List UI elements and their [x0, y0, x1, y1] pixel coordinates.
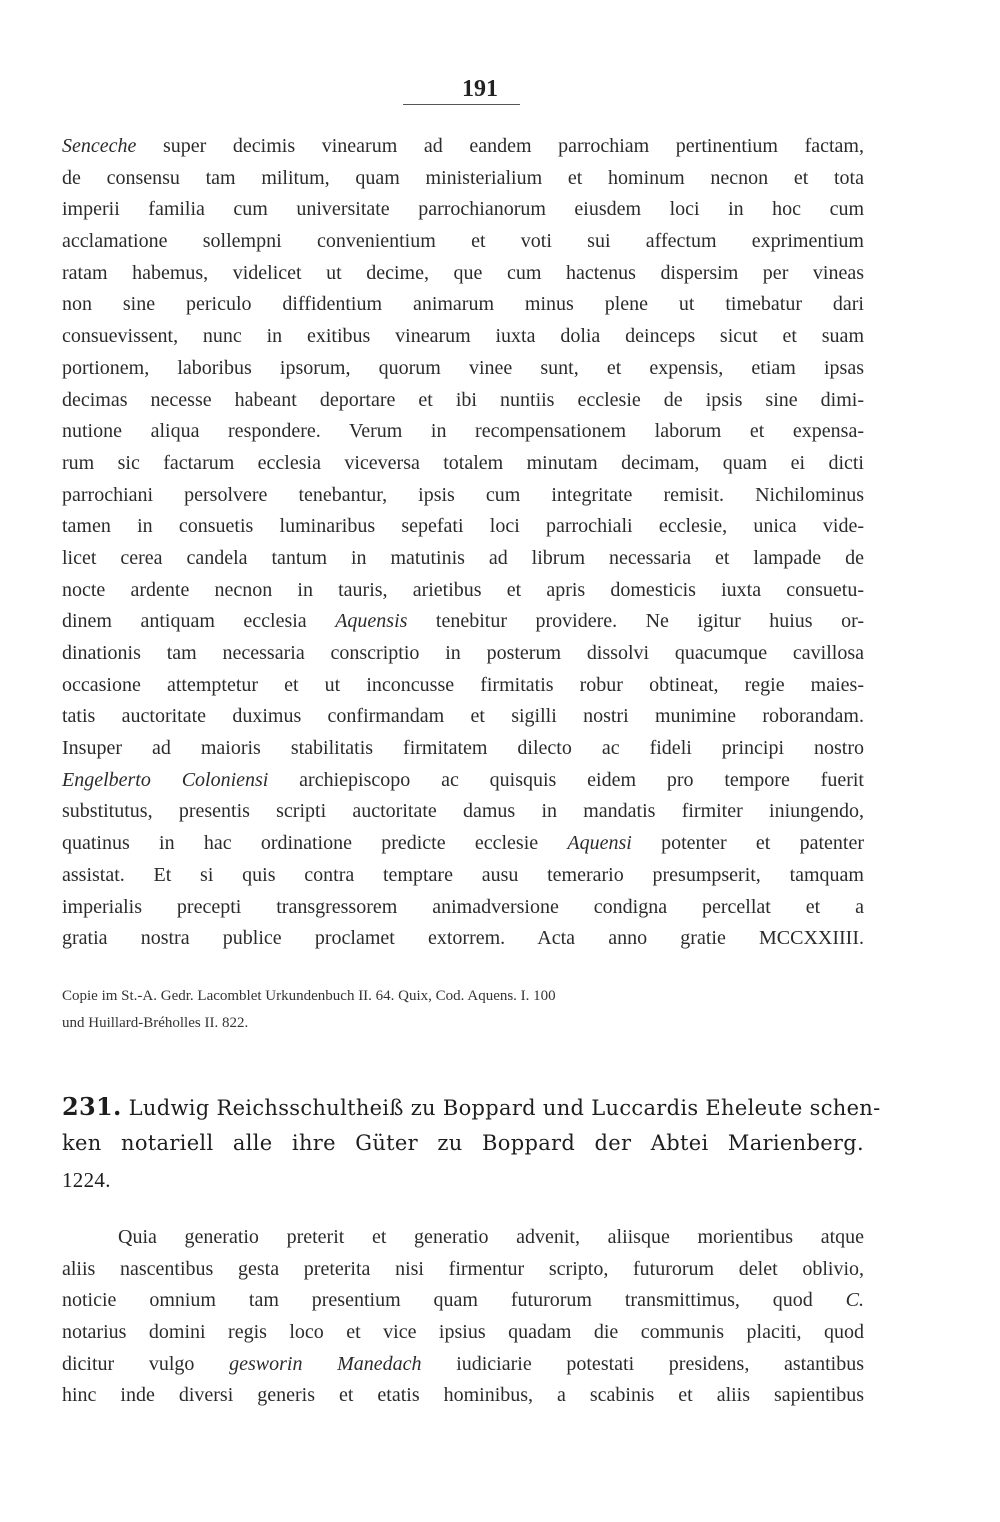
page-number: 191	[462, 76, 498, 102]
heading-year: 1224.	[62, 1168, 111, 1192]
text-line: Senceche super decimis vinearum ad eandem parrochiam pertinentium factam,	[62, 135, 864, 157]
document-heading	[62, 1088, 881, 1199]
heading-line: 231. Ludwig Reichsschultheiß zu Boppard und Luccardis Eheleute schen-	[62, 1092, 881, 1121]
source-line: und Huillard-Bréholles II. 822.	[62, 1015, 249, 1031]
page-number-rule	[403, 104, 520, 105]
text-line: Engelberto Coloniensi archiepiscopo ac quisquis eidem pro tempore fuerit	[62, 768, 864, 791]
text-line: tamen in consuetis luminaribus sepefati loci parrochiali ecclesie, unica vide-	[62, 515, 864, 538]
text-line: nutione aliqua respondere. Verum in recompensationem laborum et expensa-	[62, 420, 864, 443]
text-line: portionem, laboribus ipsorum, quorum vinee sunt, et expensis, etiam ipsas	[62, 356, 864, 379]
text-line: hinc inde diversi generis et etatis hominibus, a scabinis et aliis sapientibus	[62, 1384, 864, 1407]
document-number: 231.	[62, 1092, 122, 1121]
text-line: occasione attemptetur et ut inconcusse firmitatis robur obtineat, regie maies-	[62, 673, 864, 696]
text-line: dinem antiquam ecclesia Aquensis tenebitur providere. Ne igitur huius or-	[62, 610, 865, 633]
charter-text-continued	[62, 131, 864, 955]
text-line: parrochiani persolvere tenebantur, ipsis cum integritate remisit. Nichilominus	[62, 483, 864, 506]
source-note	[62, 983, 864, 1037]
text-line: ratam habemus, videlicet ut decime, que cum hactenus dispersim per vineas	[62, 261, 864, 284]
charter-text-new	[62, 1222, 864, 1412]
text-line: rum sic factarum ecclesia viceversa totalem minutam decimam, quam ei dicti	[62, 451, 864, 474]
text-line: dinationis tam necessaria conscriptio in posterum dissolvi quacumque cavillosa	[62, 642, 864, 664]
text-line: gratia nostra publice proclamet extorrem. Acta anno gratie MCCXXIIII.	[62, 927, 864, 950]
text-line: quatinus in hac ordinatione predicte ecclesie Aquensi potenter et patenter	[62, 832, 864, 855]
text-line: dicitur vulgo gesworin Manedach iudiciarie potestati presidens, astantibus	[62, 1352, 865, 1375]
heading-line: ken notariell alle ihre Güter zu Boppard der Abtei Marienberg.	[62, 1131, 864, 1155]
text-line: acclamatione sollempni convenientium et voti sui affectum exprimentium	[62, 230, 864, 253]
text-line: noticie omnium tam presentium quam futurorum transmittimus, quod C.	[62, 1289, 864, 1312]
text-line: aliis nascentibus gesta preterita nisi firmentur scripto, futurorum delet oblivio,	[62, 1257, 864, 1280]
text-line: consuevissent, nunc in exitibus vinearum iuxta dolia deinceps sicut et suam	[62, 325, 864, 348]
text-line: substitutus, presentis scripti auctoritate damus in mandatis firmiter iniungendo,	[62, 800, 864, 823]
text-line: nocte ardente necnon in tauris, arietibus et apris domesticis iuxta consuetu-	[62, 578, 864, 601]
text-line: decimas necesse habeant deportare et ibi nuntiis ecclesie de ipsis sine dimi-	[62, 388, 864, 411]
source-line: Copie im St.-A. Gedr. Lacomblet Urkundenbuch II. 64. Quix, Cod. Aquens. I. 100	[62, 988, 556, 1004]
text-line: Insuper ad maioris stabilitatis firmitatem dilecto ac fideli principi nostro	[62, 737, 864, 760]
text-line: notarius domini regis loco et vice ipsius quadam die communis placiti, quod	[62, 1321, 864, 1344]
text-line: de consensu tam militum, quam ministerialium et hominum necnon et tota	[62, 166, 864, 189]
text-line: tatis auctoritate duximus confirmandam et sigilli nostri munimine roborandam.	[62, 705, 864, 728]
text-line: imperialis precepti transgressorem animadversione condigna percellat et a	[62, 895, 864, 918]
text-line: licet cerea candela tantum in matutinis ad librum necessaria et lampade de	[62, 546, 864, 569]
text-line: imperii familia cum universitate parrochianorum eiusdem loci in hoc cum	[62, 198, 864, 221]
text-line: non sine periculo diffidentium animarum minus plene ut timebatur dari	[62, 293, 864, 316]
text-line: Quia generatio preterit et generatio advenit, aliisque morientibus atque	[118, 1226, 864, 1248]
text-line: assistat. Et si quis contra temptare ausu temerario presumpserit, tamquam	[62, 863, 864, 886]
